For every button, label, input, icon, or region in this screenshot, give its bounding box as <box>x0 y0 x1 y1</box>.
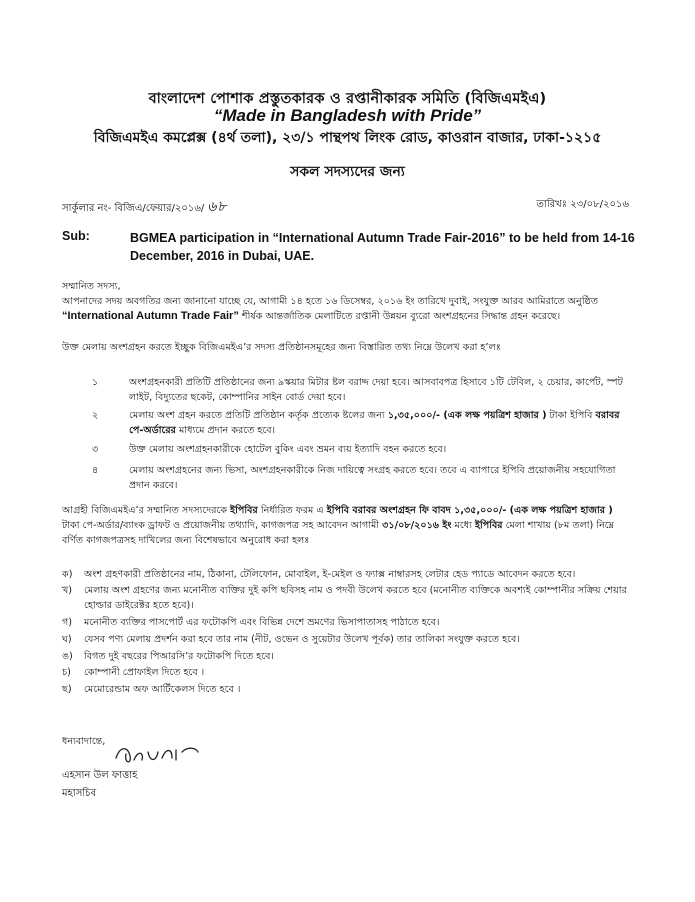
deadline-date: ৩১/০৮/২০১৬ ইং <box>382 520 452 531</box>
signatory-name: এহসান উল ফাত্তাহ <box>62 770 138 781</box>
item-number: ২ <box>92 410 99 421</box>
item-label: ঙ) <box>62 651 73 662</box>
item-text: মেলায় অংশ গ্রহণের জন্য মনোনীত ব্যক্তির দুই কপি ছবিসহ নাম ও পদবী উলেখ করতে হবে (মনোনীত ব্যক্তিকে অবশ্যই কোম্পানীর সক্রিয় শেয়ার হোল্ডার ডাইরেক্টর হতে হবে)। <box>84 585 627 611</box>
item-text: মেমোরেন্ডাম অফ আর্টিকেলস দিতে হবে । <box>84 684 241 695</box>
application-text: টাকা পে-অর্ডার/ব্যাংক ড্রাফট ও প্রয়োজনীয় তথ্যাদি, কাগজপত্র সহ আবেদন আগামী <box>62 520 383 531</box>
list-item <box>62 682 630 698</box>
list-item <box>62 665 630 681</box>
item-text: যেসব পণ্য মেলায় প্রদর্শন করা হবে তার নাম (নীট, ওভেন ও সুয়েটার উলেখ পূর্বক) তার তালিকা সংযুক্ত করতে হবে। <box>84 634 520 645</box>
item-text: মনোনীত ব্যক্তির পাসপোর্ট এর ফটোকপি এবং বিভিন্ন দেশে ভ্রমণের ভিসাপাতাসহ পাঠাতে হবে। <box>84 617 440 628</box>
list-item <box>62 583 630 615</box>
organization-name: বাংলাদেশ পোশাক প্রস্তুতকারক ও রপ্তানীকারক সমিতি (বিজিএমইএ) <box>148 91 547 107</box>
audience-heading: সকল সদস্যদের জন্য <box>290 164 405 180</box>
closing-text: ধন্যবাদান্তে, <box>62 736 106 747</box>
item-text: কোম্পানী প্রোফাইল দিতে হবে । <box>84 667 205 678</box>
intro-line-2: শীর্ষক আন্তর্জাতিক মেলাটিতে রপ্তানী উন্নয়ন ব্যুরো অংশগ্রহনের সিদ্ধান্ত গ্রহন করেছে। <box>238 311 561 322</box>
item-number: ৪ <box>92 465 99 476</box>
tagline: “Made in Bangladesh with Pride” <box>213 106 482 125</box>
item-number: ৩ <box>92 444 99 455</box>
item-label: ক) <box>62 569 73 580</box>
intro-line-1: আপনাদের সদয় অবগতির জন্য জানানো যাচ্ছে যে, আগামী ১৪ হতে ১৬ ডিসেম্বর, ২০১৬ ইং তারিখে দুবাই, সংযুক্ত আরব আমিরাতে অনুষ্ঠিত <box>62 296 599 307</box>
fee-amount: ১,৩৫,০০০/- (এক লক্ষ পয়ত্রিশ হাজার ) <box>387 410 547 421</box>
list-item <box>62 463 630 495</box>
circular-number-handwritten: ৬৮ <box>207 199 228 215</box>
item-number: ১ <box>92 377 99 388</box>
address: বিজিএমইএ কমপ্লেক্স (৪র্থ তলা), ২৩/১ পান্থপথ লিংক রোড, কাওরান বাজার, ঢাকা-১২১৫ <box>93 130 602 146</box>
list-item <box>62 567 630 583</box>
details-intro: উক্ত মেলায় অংশগ্রহন করতে ইচ্ছুক বিজিএমইএ’র সদস্য প্রতিষ্ঠানসমূহের জন্য বিস্তারিত তথ্য নিম্নে উলেখ করা হ’লঃ <box>62 342 501 353</box>
epb-ref: ইপিবির <box>474 520 503 531</box>
application-paragraph <box>62 503 630 548</box>
application-text: আগ্রহী বিজিএমইএ’র সম্মানিত সদস্যদেরকে <box>62 505 231 516</box>
epb-ref: ইপিবির <box>230 505 258 516</box>
item-text-part: টাকা ইপিবি <box>546 410 596 421</box>
list-item <box>62 375 630 407</box>
item-label: ছ) <box>62 684 72 695</box>
list-item <box>62 615 630 631</box>
list-item <box>62 442 630 458</box>
application-text: মধ্যে <box>451 520 475 531</box>
fair-name: “International Autumn Trade Fair” <box>62 310 239 322</box>
item-label: গ) <box>62 617 73 628</box>
signatory-title: মহাসচিব <box>62 788 97 799</box>
item-text: মেলায় অংশগ্রহনের জন্য ভিসা, অংশগ্রহনকারীকে নিজ দায়িত্বে সংগ্রহ করতে হবে। তবে এ ব্যাপারে ইপিবি প্রয়োজনীয় সহযোগিতা প্রদান করবে। <box>129 465 616 491</box>
application-text: মেলা শাখায় (৮ম তলা) নিম্নে বর্ণিত কাগজপত্রসহ দাখিলের জন্য বিশেষভাবে অনুরোধ করা হলঃ <box>62 520 614 546</box>
item-text: উক্ত মেলায় অংশগ্রহনকারীকে হোটেল বুকিং এবং ভ্রমন ব্যয় ইত্যাদি বহন করতে হবে। <box>129 444 447 455</box>
subject-text: BGMEA participation in “International Autumn Trade Fair-2016” to be held from 14-16 December, 2016 in Dubai, UAE. <box>130 231 635 263</box>
application-text: নির্ধারিত ফরম এ <box>257 505 327 516</box>
item-text-part: মেলায় অংশ গ্রহন করতে প্রতিটি প্রতিষ্ঠান কর্তৃক প্রত্যেক ষ্টলের জন্য <box>129 410 388 421</box>
item-label: ঘ) <box>62 634 72 645</box>
circular-number <box>62 195 227 219</box>
item-label: খ) <box>62 585 73 596</box>
intro-paragraph <box>62 294 630 324</box>
fee-amount: ইপিবি বরাবর অংশগ্রহন ফি বাবদ ১,৩৫,০০০/- (এক লক্ষ পয়ত্রিশ হাজার ) <box>326 505 613 516</box>
item-label: চ) <box>62 667 71 678</box>
signature-image <box>112 738 202 766</box>
circular-number-text: সার্কুলার নং- বিজিএ/ফেয়ার/২০১৬/ <box>62 203 205 214</box>
subject-label: Sub: <box>62 229 90 243</box>
item-text: অংশ গ্রহণকারী প্রতিষ্ঠানের নাম, ঠিকানা, টেলিফোন, মোবাইল, ই-মেইল ও ফ্যাক্স নাম্বারসহ লেটার হেড প্যাডে আবেদন করতে হবে। <box>84 569 576 580</box>
circular-date: তারিখঃ ২৩/০৮/২০১৬ <box>536 199 629 210</box>
item-text: বিগত দুই বছরের পিআরসি’র ফটোকপি দিতে হবে। <box>84 651 274 662</box>
salutation: সম্মানিত সদস্য, <box>62 281 121 292</box>
item-text-part: মাধ্যমে প্রদান করতে হবে। <box>175 425 276 436</box>
payment-method: বরাবর পে-অর্ডারের <box>129 410 620 436</box>
list-item <box>62 408 630 440</box>
item-text: অংশগ্রহনকারী প্রতিটি প্রতিষ্ঠানের জন্য ৯স্কয়ার মিটার ষ্টল বরাদ্দ দেয়া হবে। আসবাবপত্র হিসাবে ১টি টেবিল, ২ চেয়ার, কার্পেট, স্পট লাইট, বিদ্যুতের ছকেট, কোম্পানির সাইন বোর্ড দেয়া হবে। <box>129 377 623 403</box>
list-item <box>62 632 630 648</box>
list-item <box>62 649 630 665</box>
item-text <box>129 408 630 438</box>
